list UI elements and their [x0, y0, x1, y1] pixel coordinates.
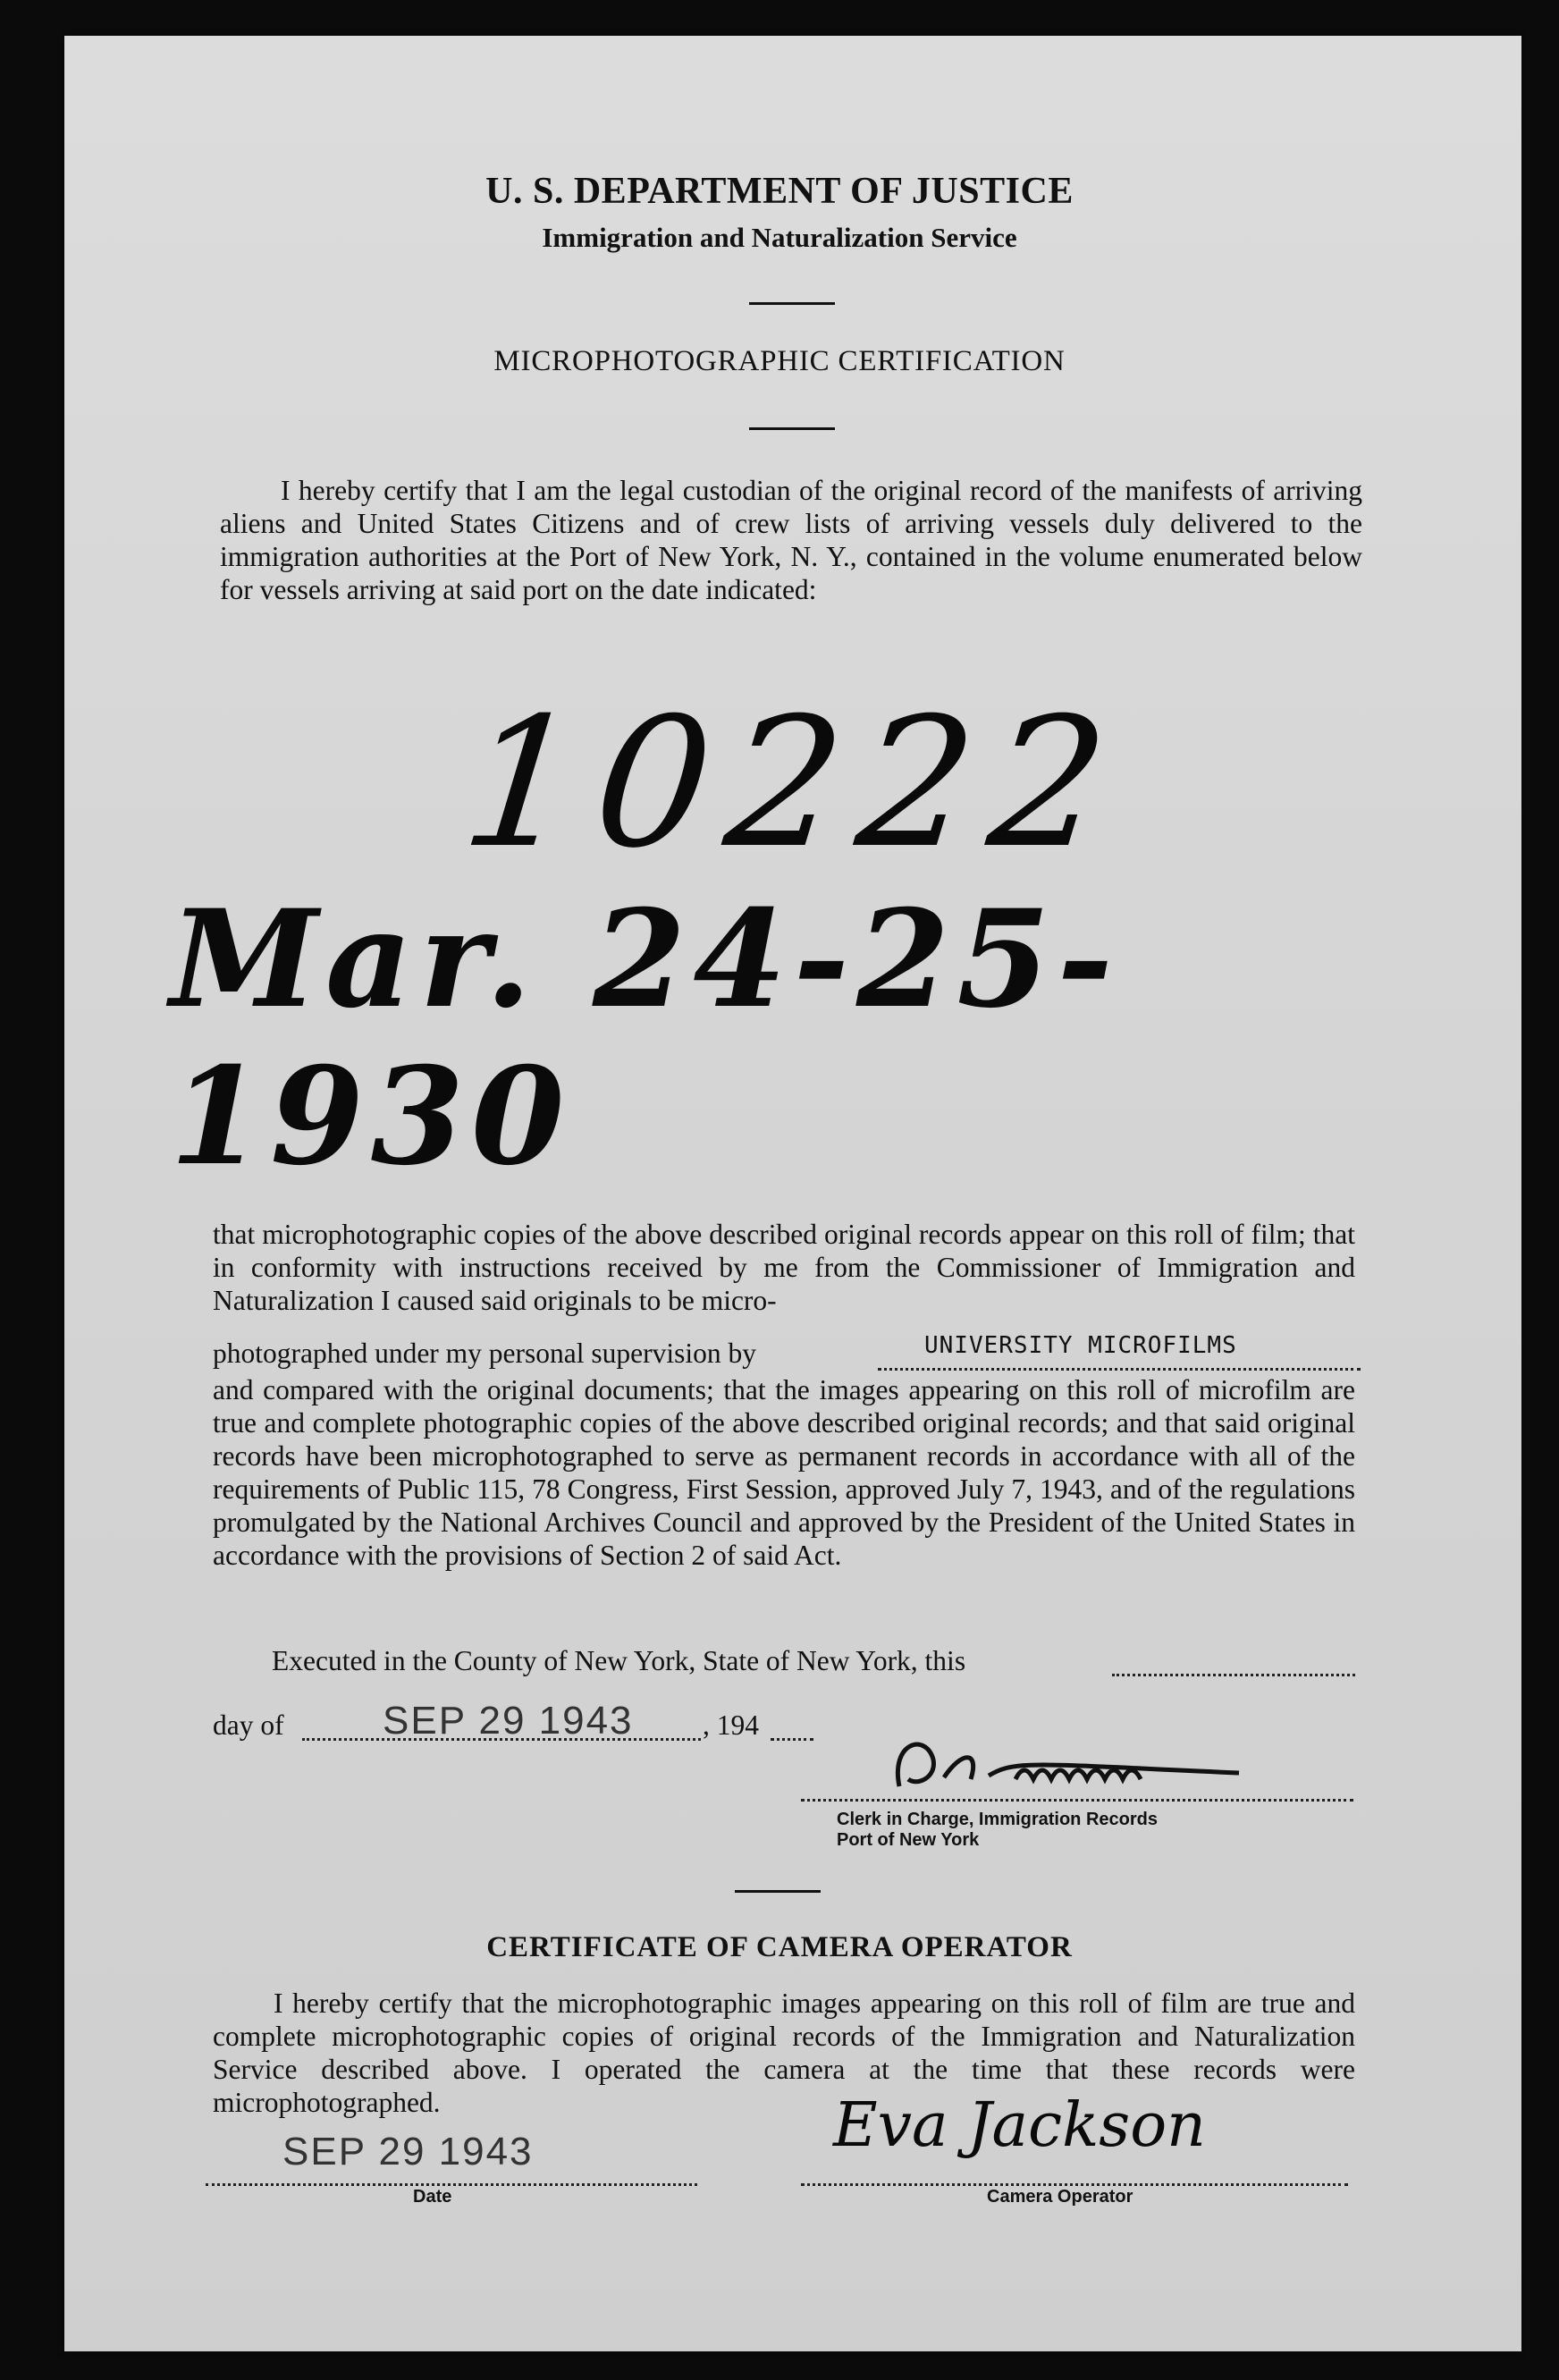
clerk-title-line2: Port of New York — [837, 1830, 980, 1850]
executed-day-field — [1112, 1647, 1355, 1676]
date-stamp-operator: SEP 29 1943 — [282, 2130, 534, 2173]
operator-date-field — [206, 2130, 697, 2186]
year-prefix: , 194 — [703, 1709, 759, 1741]
year-field — [771, 1711, 813, 1741]
camera-operator-signature: Eva Jackson — [833, 2090, 1206, 2161]
body-paragraph-rest: and compared with the original documents; that the images appearing on this roll of microfilm are true and complete photographic copies of the above described original records; and that said original records have been microphotographed to serve as permanent records in accordance with all of the requirements of Public 115, 78 Congress, First Session, approved July 7, 1943, and of the regulations promulgated by the National Archives Council and approved by the President of the United States in accordance with the provisions of Section 2 of said Act. — [213, 1374, 1355, 1571]
volume-dates-handwritten: Mar. 24-25- 1930 — [170, 881, 1120, 1195]
department-title: U. S. DEPARTMENT OF JUSTICE — [485, 171, 1074, 212]
divider-bottom — [735, 1890, 821, 1893]
divider-top — [749, 302, 835, 305]
clerk-title — [837, 1810, 1158, 1851]
executed-text: Executed in the County of New York, State of New York, this — [272, 1645, 966, 1676]
divider-middle — [749, 427, 835, 430]
certification-title: MICROPHOTOGRAPHIC CERTIFICATION — [493, 345, 1066, 377]
body-paragraph-intro: that microphotographic copies of the above described original records appear on this roll of film; that in conformity with instructions received by me from the Commissioner of Immigration and Naturalization I caused said originals to be micro- — [213, 1219, 1355, 1316]
camera-operator-statement: I hereby certify that the microphotographic images appearing on this roll of film are true and complete microphotographic copies of original records of the Immigration and Naturalization Service described above. I operated the camera at the time that these records were microphotographed. — [213, 1988, 1355, 2118]
clerk-signature-line — [801, 1768, 1353, 1802]
service-subtitle: Immigration and Naturalization Service — [542, 222, 1017, 253]
date-stamp-execution: SEP 29 1943 — [383, 1699, 634, 1743]
day-of-label: day of — [213, 1709, 284, 1741]
date-label: Date — [413, 2187, 452, 2207]
photographed-by-field — [878, 1332, 1361, 1371]
day-of-field — [302, 1699, 701, 1743]
camera-operator-label: Camera Operator — [987, 2187, 1133, 2207]
photographed-by-label: photographed under my personal supervision by — [213, 1338, 757, 1369]
clerk-signature — [881, 1724, 1257, 1804]
photographed-by-value: UNIVERSITY MICROFILMS — [924, 1332, 1237, 1359]
custodian-statement: I hereby certify that I am the legal custodian of the original record of the manifests of arriving aliens and United States Citizens and of crew lists of arriving vessels duly delivered to the immigration authorities at the Port of New York, N. Y., contained in the volume enumerated below for vessels arriving at said port on the date indicated: — [220, 475, 1362, 605]
operator-signature-line — [801, 2090, 1348, 2186]
clerk-title-line1: Clerk in Charge, Immigration Records — [837, 1810, 1158, 1829]
volume-number-handwritten: 10222 — [453, 679, 1134, 888]
camera-operator-heading: CERTIFICATE OF CAMERA OPERATOR — [486, 1931, 1073, 1963]
